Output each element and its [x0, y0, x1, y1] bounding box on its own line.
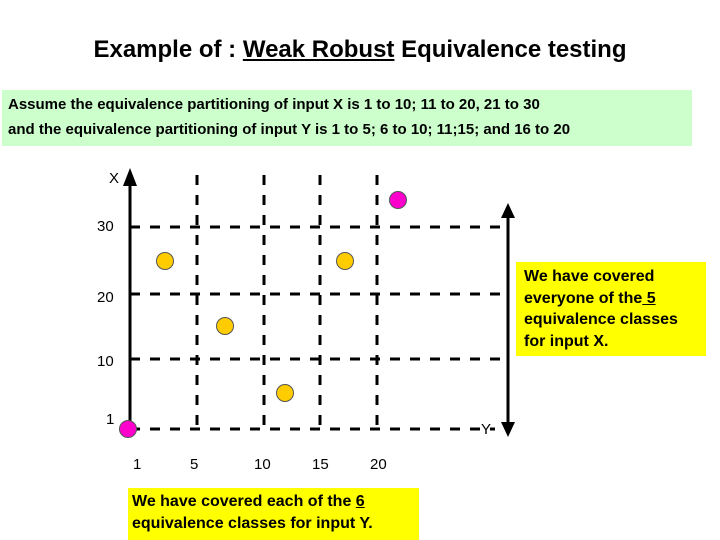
test-point: [337, 253, 354, 270]
title-underlined: Weak Robust: [242, 36, 395, 63]
test-point: [217, 318, 234, 335]
y-tick-label: 20: [370, 456, 387, 473]
horizontal-gridlines: [130, 227, 500, 359]
callout-x-line-4: for input X.: [524, 332, 609, 350]
test-point: [120, 421, 137, 438]
x-axis-label: X: [109, 170, 120, 187]
callout-x-classes: [516, 262, 706, 356]
y-tick-label: 15: [312, 456, 329, 473]
y-tick-label: 5: [190, 456, 199, 473]
callout-x-count: 5: [642, 289, 656, 307]
x-range-arrowhead-bottom: [501, 422, 515, 437]
test-point: [277, 385, 294, 402]
x-tick-label: 10: [97, 353, 114, 370]
x-tick-label: 30: [97, 218, 114, 235]
x-tick-label: 1: [106, 411, 115, 428]
test-point: [157, 253, 174, 270]
callout-y-line-2: equivalence classes for input Y.: [132, 514, 373, 532]
assumption-line-2: and the equivalence partitioning of input Y is 1 to 5; 6 to 10; 11;15; and 16 to 20: [8, 121, 571, 138]
x-range-arrowhead-top: [501, 203, 515, 218]
callout-x-line-1: We have covered: [524, 268, 655, 285]
callout-y-line-1: [132, 491, 419, 513]
callout-y-count: 6: [355, 493, 365, 510]
x-tick-label: 20: [97, 289, 114, 306]
y-tick-label: 10: [254, 456, 271, 473]
x-axis-arrowhead: [123, 168, 137, 186]
test-point: [390, 192, 407, 209]
y-tick-label: 1: [133, 456, 142, 473]
callout-y-line-1-text: We have covered each of the: [132, 493, 356, 510]
title-prefix: Example of :: [93, 36, 243, 63]
callout-x-line-2: [524, 288, 706, 310]
title-suffix: Equivalence testing: [394, 36, 627, 63]
y-axis-label: Y: [481, 421, 492, 438]
callout-y-classes: [128, 488, 419, 540]
assumption-line-1: Assume the equivalence partitioning of input X is 1 to 10; 11 to 20, 21 to 30: [8, 96, 540, 113]
callout-x-line-2-text: everyone of the: [524, 289, 643, 307]
callout-x-line-3: equivalence classes: [524, 311, 678, 328]
